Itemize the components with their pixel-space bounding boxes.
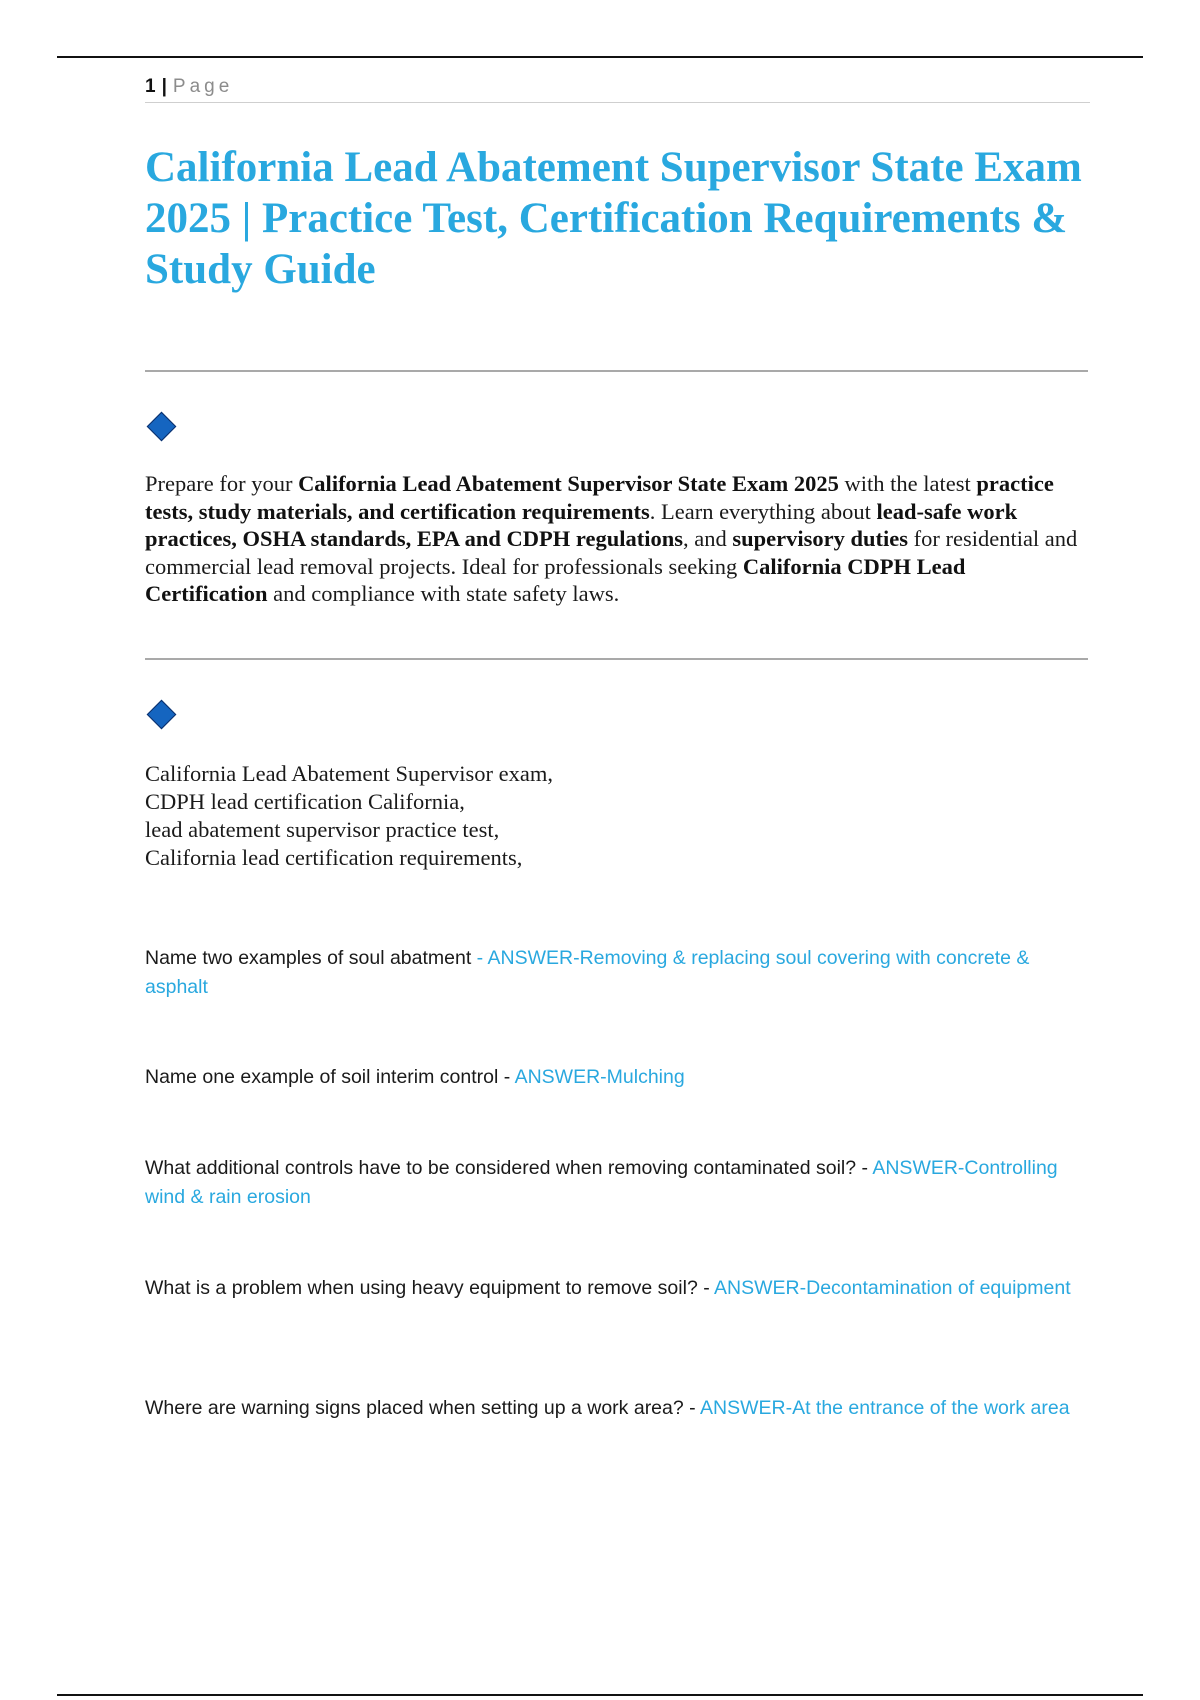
intro-text: for residential and commercial lead removal projects. Ideal for professionals seeking (145, 526, 1078, 579)
top-rule (57, 56, 1143, 58)
intro-bold: California Lead Abatement Supervisor State Exam 2025 (298, 471, 839, 496)
intro-bold: California CDPH Lead Certification (145, 553, 966, 606)
answer-text: ANSWER-Decontamination of equipment (714, 1277, 1071, 1299)
question-text: Name two examples of soul abatment (145, 947, 472, 969)
question-text: Where are warning signs placed when setting up a work area? - (145, 1397, 700, 1419)
intro-paragraph (145, 470, 1080, 608)
question-text: Name one example of soil interim control - (145, 1066, 515, 1088)
question-text: What is a problem when using heavy equipment to remove soil? - (145, 1277, 715, 1299)
section-divider (145, 370, 1088, 372)
qa-item (145, 1063, 1085, 1092)
intro-text: and compliance with state safety laws. (267, 581, 620, 606)
answer-text: ANSWER-At the entrance of the work area (699, 1397, 1070, 1419)
intro-bold: supervisory duties (732, 526, 908, 551)
answer-text: ANSWER-Mulching (514, 1066, 685, 1088)
document-title: California Lead Abatement Supervisor State Exam 2025 | Practice Test, Certification Requirements & Study Guide (145, 144, 1082, 293)
page-separator: | (161, 76, 167, 97)
page-number: 1 (145, 76, 156, 97)
question-text: What additional controls have to be considered when removing contaminated soil? - (145, 1157, 873, 1179)
intro-text: Prepare for your (145, 471, 299, 496)
answer-text: - ANSWER-Removing & replacing soul covering with concrete & asphalt (145, 947, 1030, 998)
answer-text: ANSWER-Controlling wind & rain erosion (145, 1157, 1058, 1208)
qa-item (145, 1394, 1085, 1423)
intro-text: . Learn everything about (649, 498, 877, 524)
page-label: Page (172, 76, 234, 97)
keyword-line: California lead certification requirements, (145, 845, 523, 870)
diamond-bullet-icon (147, 700, 177, 730)
intro-text: , and (682, 526, 733, 551)
keyword-list (145, 760, 1045, 872)
qa-item (145, 1274, 1085, 1303)
keyword-line: CDPH lead certification California, (145, 789, 465, 814)
diamond-bullet-icon (147, 412, 177, 442)
keyword-line: California Lead Abatement Supervisor exam, (145, 761, 553, 786)
keyword-line: lead abatement supervisor practice test, (145, 817, 500, 842)
qa-item (145, 1154, 1085, 1212)
bottom-rule (57, 1694, 1143, 1696)
intro-bold: lead-safe work practices, OSHA standards, EPA and CDPH regulations (145, 498, 1018, 551)
page-header (145, 72, 1090, 103)
intro-bold: practice tests, study materials, and certification requirements (145, 471, 1054, 524)
intro-text: with the latest (838, 471, 977, 496)
qa-item (145, 944, 1085, 1002)
section-divider (145, 658, 1088, 660)
